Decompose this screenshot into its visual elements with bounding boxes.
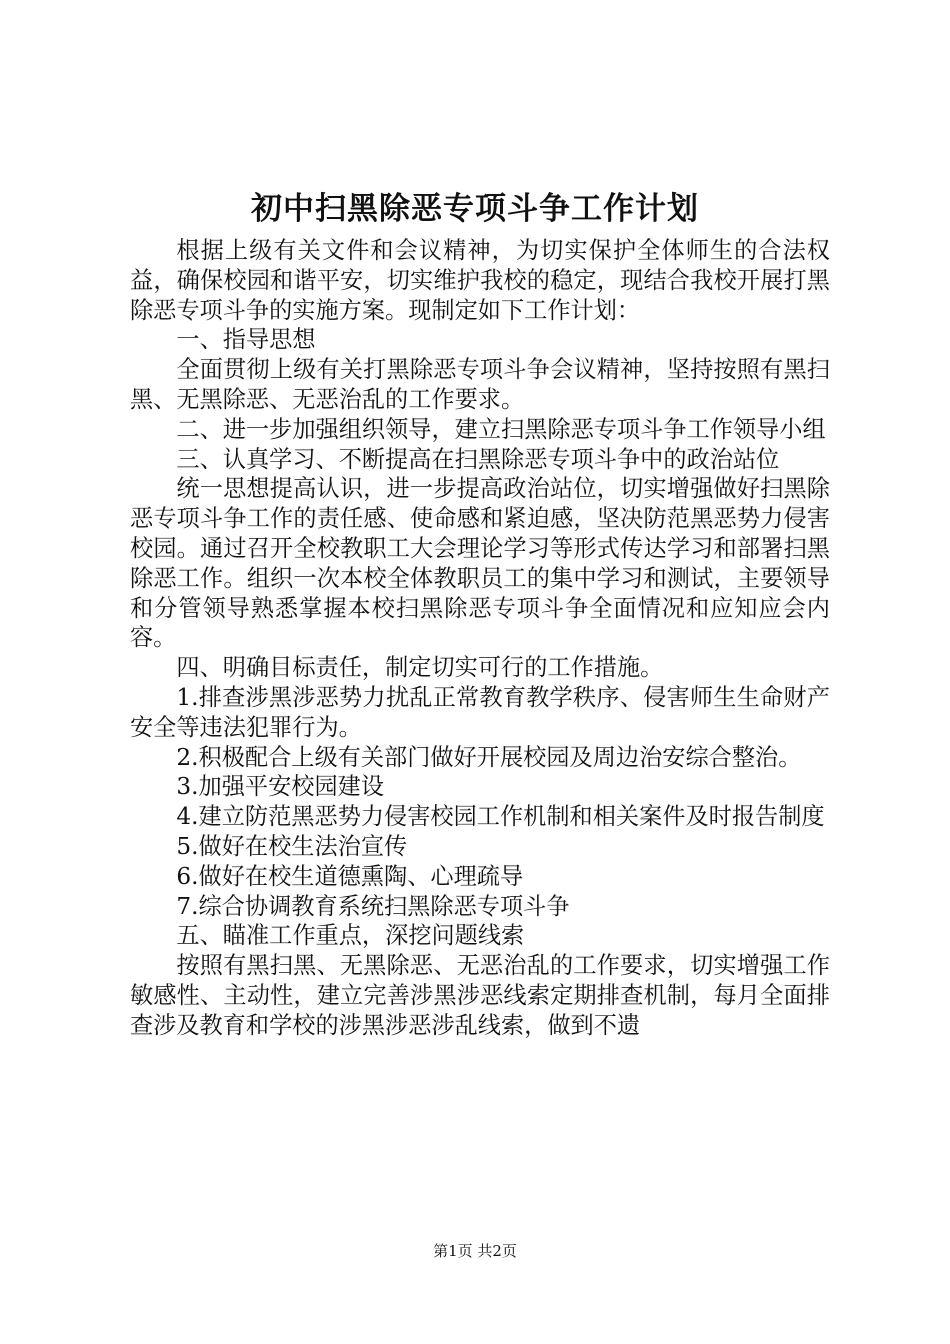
section-heading: 四、明确目标责任，制定切实可行的工作措施。 (176, 654, 664, 682)
paragraph: 按照有黑扫黑、无黑除恶、无恶治乱的工作要求，切实增强工作敏感性、主动性，建立完善涉黑涉恶线索定期排查机制，每月全面排查涉及教育和学校的涉黑涉恶涉乱线索，做到不遗 (130, 952, 830, 1039)
document-body (130, 236, 830, 1041)
page-footer: 第1页 共2页 (433, 1242, 517, 1260)
section-heading: 二、进一步加强组织领导，建立扫黑除恶专项斗争工作领导小组 (176, 415, 826, 443)
list-item: 7.综合协调教育系统扫黑除恶专项斗争 (176, 892, 570, 920)
document-title: 初中扫黑除恶专项斗争工作计划 (251, 191, 699, 227)
section-heading: 五、瞄准工作重点，深挖问题线索 (176, 922, 525, 950)
list-item: 1.排查涉黑涉恶势力扰乱正常教育教学秩序、侵害师生生命财产安全等违法犯罪行为。 (130, 683, 830, 741)
paragraph: 全面贯彻上级有关打黑除恶专项斗争会议精神，坚持按照有黑扫黑、无黑除恶、无恶治乱的工作要求。 (130, 356, 830, 413)
list-item: 3.加强平安校园建设 (176, 773, 385, 801)
list-item: 5.做好在校生法治宣传 (176, 832, 408, 860)
section-heading: 三、认真学习、不断提高在扫黑除恶专项斗争中的政治站位 (176, 445, 780, 473)
paragraph: 根据上级有关文件和会议精神，为切实保护全体师生的合法权益，确保校园和谐平安，切实维护我校的稳定，现结合我校开展打黑除恶专项斗争的实施方案。现制定如下工作计划： (130, 237, 830, 324)
list-item: 6.做好在校生道德熏陶、心理疏导 (176, 862, 524, 890)
list-item: 4.建立防范黑恶势力侵害校园工作机制和相关案件及时报告制度 (176, 803, 825, 831)
section-heading: 一、指导思想 (176, 326, 316, 354)
paragraph: 统一思想提高认识，进一步提高政治站位，切实增强做好扫黑除恶专项斗争工作的责任感、使命感和紧迫感，坚决防范黑恶势力侵害校园。通过召开全校教职工大会理论学习等形式传达学习和部署扫黑除恶工作。组织一次本校全体教职员工的集中学习和测试，主要领导和分管领导熟悉掌握本校扫黑除恶专项斗争全面情况和应知应会内容。 (130, 475, 830, 652)
list-item: 2.积极配合上级有关部门做好开展校园及周边治安综合整治。 (176, 743, 802, 771)
